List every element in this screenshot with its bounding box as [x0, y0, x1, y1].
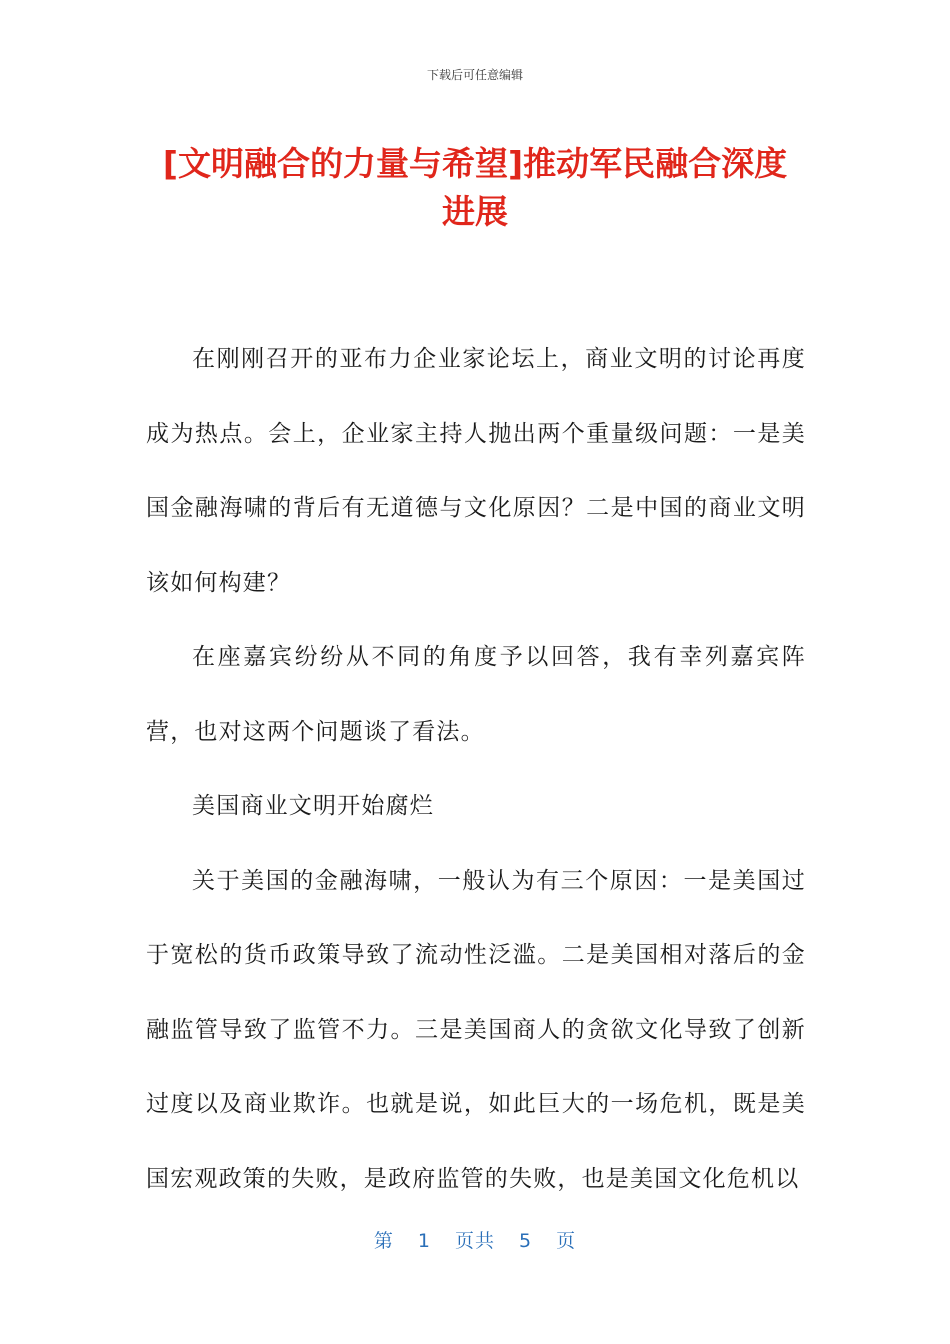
title-line-2: 进展 — [442, 192, 508, 231]
footer-label-suffix: 页 — [556, 1230, 577, 1252]
page-footer — [0, 1226, 950, 1253]
footer-total-pages: 5 — [519, 1230, 533, 1252]
footer-label-mid: 页共 — [454, 1230, 495, 1252]
document-title — [140, 140, 810, 236]
footer-current-page: 1 — [417, 1230, 431, 1252]
paragraph-3: 关于美国的金融海啸，一般认为有三个原因：一是美国过于宽松的货币政策导致了流动性泛滥。二是美国相对落后的金融监管导致了监管不力。三是美国商人的贪欲文化导致了创新过度以及商业欺诈。也就是说，如此巨大的一场危机，既是美国宏观政策的失败，是政府监管的失败，也是美国文化危机以 — [146, 867, 806, 1192]
document-body — [146, 322, 806, 1216]
paragraph-2: 在座嘉宾纷纷从不同的角度予以回答，我有幸列嘉宾阵营，也对这两个问题谈了看法。 — [146, 644, 806, 745]
footer-label-prefix: 第 — [373, 1230, 394, 1252]
header-note: 下载后可任意编辑 — [426, 68, 523, 82]
title-line-1: [文明融合的力量与希望]推动军民融合深度 — [162, 144, 788, 183]
section-heading: 美国商业文明开始腐烂 — [192, 793, 434, 819]
paragraph-1: 在刚刚召开的亚布力企业家论坛上，商业文明的讨论再度成为热点。会上，企业家主持人抛出两个重量级问题：一是美国金融海啸的背后有无道德与文化原因？二是中国的商业文明该如何构建？ — [146, 346, 806, 596]
